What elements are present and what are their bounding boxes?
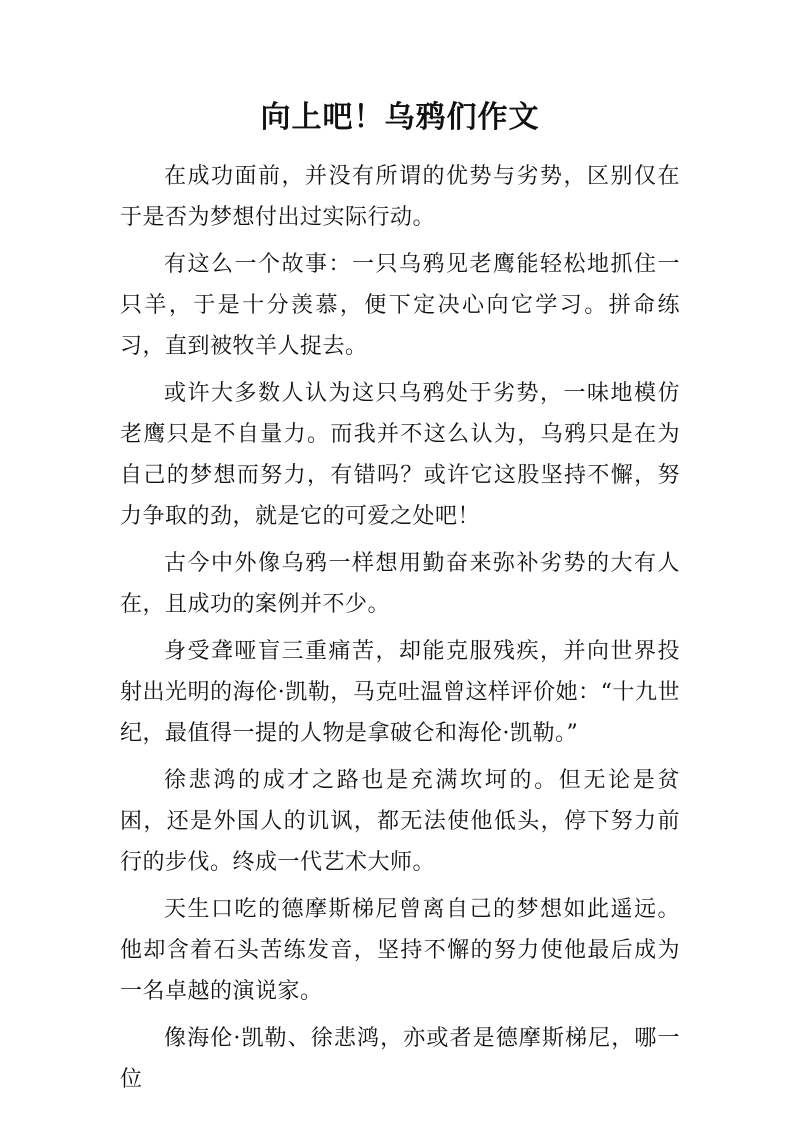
paragraph: 天生口吃的德摩斯梯尼曾离自己的梦想如此遥远。他却含着石头苦练发音，坚持不懈的努力使他最后成为一名卓越的演说家。 bbox=[120, 897, 680, 1004]
paragraph: 在成功面前，并没有所谓的优势与劣势，区别仅在于是否为梦想付出过实际行动。 bbox=[120, 164, 680, 230]
paragraph: 身受聋哑盲三重痛苦，却能克服残疾，并向世界投射出光明的海伦·凯勒，马克吐温曾这样评价她：“十九世纪，最值得一提的人物是拿破仑和海伦·凯勒。” bbox=[120, 639, 680, 746]
paragraph: 或许大多数人认为这只乌鸦处于劣势，一味地模仿老鹰只是不自量力。而我并不这么认为，乌鸦只是在为自己的梦想而努力，有错吗？或许它这股坚持不懈，努力争取的劲，就是它的可爱之处吧！ bbox=[120, 381, 680, 529]
document-title: 向上吧！乌鸦们作文 bbox=[260, 100, 540, 135]
paragraph: 像海伦·凯勒、徐悲鸿，亦或者是德摩斯梯尼，哪一位 bbox=[120, 1026, 680, 1092]
document-body bbox=[120, 156, 680, 1106]
paragraph: 古今中外像乌鸦一样想用勤奋来弥补劣势的大有人在，且成功的案例并不少。 bbox=[120, 551, 680, 617]
paragraph: 徐悲鸿的成才之路也是充满坎坷的。但无论是贫困，还是外国人的讥讽，都无法使他低头，停下努力前行的步伐。终成一代艺术大师。 bbox=[120, 768, 680, 875]
paragraph: 有这么一个故事：一只乌鸦见老鹰能轻松地抓住一只羊，于是十分羡慕，便下定决心向它学习。拼命练习，直到被牧羊人捉去。 bbox=[120, 252, 680, 359]
